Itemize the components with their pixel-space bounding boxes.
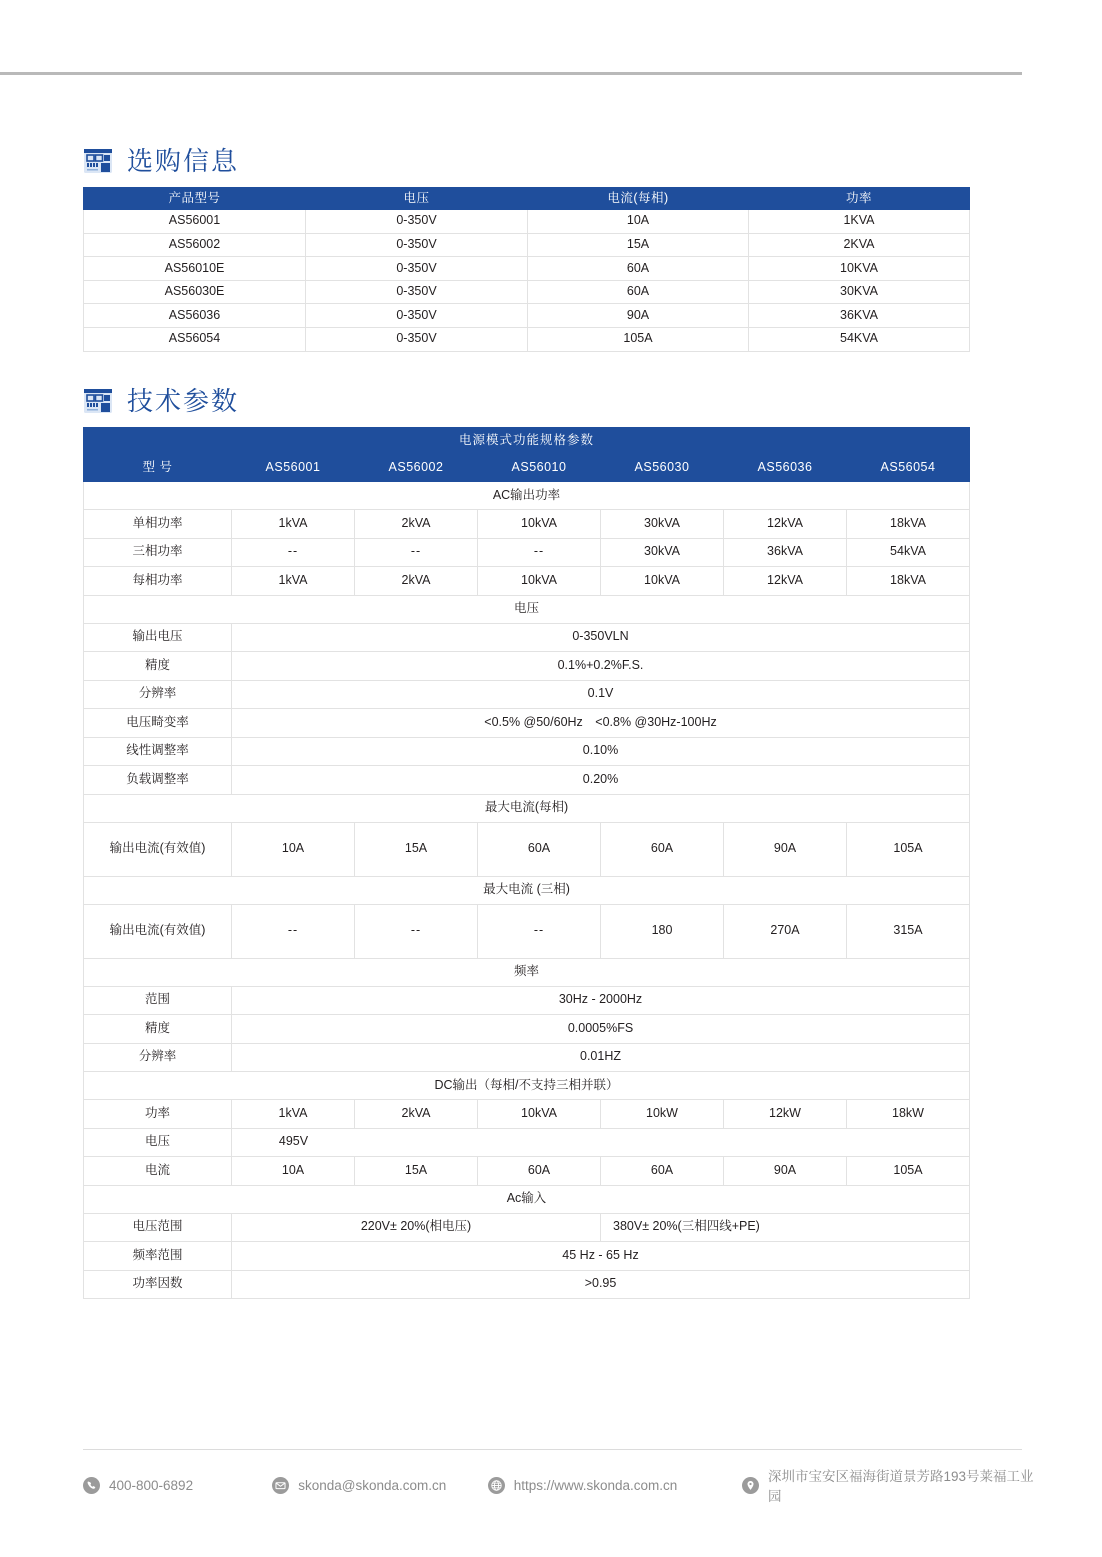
row-label: 负载调整率	[84, 766, 232, 795]
spec-value: 315A	[847, 904, 970, 958]
footer-website[interactable]	[488, 1477, 742, 1494]
cell-current: 60A	[528, 280, 749, 304]
globe-icon	[488, 1477, 505, 1494]
footer-email[interactable]	[272, 1477, 487, 1494]
spec-row	[84, 680, 970, 709]
footer-address	[742, 1465, 1038, 1505]
location-pin-icon	[742, 1477, 759, 1494]
table-row	[84, 257, 970, 281]
spec-value: 2kVA	[355, 567, 478, 596]
spec-value: 10kVA	[601, 567, 724, 596]
spec-row	[84, 766, 970, 795]
spec-row	[84, 709, 970, 738]
spec-value: 0.1V	[232, 680, 970, 709]
row-label: 分辨率	[84, 680, 232, 709]
section-ordering-info	[83, 148, 970, 352]
cell-current: 90A	[528, 304, 749, 328]
row-label: 分辨率	[84, 1043, 232, 1072]
spec-group-header	[84, 876, 970, 904]
spec-row	[84, 822, 970, 876]
row-label: 频率范围	[84, 1242, 232, 1271]
cell-current: 60A	[528, 257, 749, 281]
row-label: 三相功率	[84, 538, 232, 567]
row-label: 电压范围	[84, 1213, 232, 1242]
section-title-ordering: 选购信息	[127, 146, 240, 176]
spec-row	[84, 1100, 970, 1129]
spec-value: 18kVA	[847, 567, 970, 596]
row-label: 输出电流(有效值)	[84, 904, 232, 958]
table-row	[84, 233, 970, 257]
spec-group-header	[84, 1072, 970, 1100]
row-label: 线性调整率	[84, 737, 232, 766]
spec-group-header	[84, 794, 970, 822]
spec-value: 10kW	[601, 1100, 724, 1129]
row-label: 功率	[84, 1100, 232, 1129]
spec-value: 0-350VLN	[232, 623, 970, 652]
spec-row	[84, 904, 970, 958]
spec-value: 60A	[601, 1157, 724, 1186]
cell-voltage: 0-350V	[306, 304, 528, 328]
spec-value: 60A	[601, 822, 724, 876]
spec-value: 10A	[232, 1157, 355, 1186]
section-heading-ordering	[83, 148, 970, 174]
spec-row	[84, 1157, 970, 1186]
footer-phone[interactable]	[83, 1477, 272, 1494]
spec-value: 10kVA	[478, 567, 601, 596]
phone-icon	[83, 1477, 100, 1494]
spec-value-right: 380V± 20%(三相四线+PE)	[601, 1213, 970, 1242]
section-title-specs: 技术参数	[127, 386, 240, 416]
spec-value: 0.10%	[232, 737, 970, 766]
spec-value: 60A	[478, 822, 601, 876]
cell-power: 54KVA	[749, 327, 970, 351]
cell-model: AS56002	[84, 233, 306, 257]
spec-value: 0.20%	[232, 766, 970, 795]
spec-group-header	[84, 595, 970, 623]
cell-voltage: 0-350V	[306, 257, 528, 281]
spec-value: 10kVA	[478, 1100, 601, 1129]
spec-value: 45 Hz - 65 Hz	[232, 1242, 970, 1271]
table-row	[84, 304, 970, 328]
spec-table-title-row	[84, 428, 970, 455]
row-label: 功率因数	[84, 1270, 232, 1299]
spec-value: 0.1%+0.2%F.S.	[232, 652, 970, 681]
spec-value: --	[355, 538, 478, 567]
spec-value: 0.01HZ	[232, 1043, 970, 1072]
spec-row	[84, 538, 970, 567]
group-title-max-current-three-phase: 最大电流 (三相)	[84, 876, 970, 904]
spec-value: --	[232, 538, 355, 567]
group-title-ac-input: Ac输入	[84, 1185, 970, 1213]
cell-model: AS56001	[84, 210, 306, 234]
spec-value: 18kW	[847, 1100, 970, 1129]
cell-model: AS56010E	[84, 257, 306, 281]
cell-power: 1KVA	[749, 210, 970, 234]
spec-value: 54kVA	[847, 538, 970, 567]
footer-divider	[83, 1449, 1022, 1450]
table-row	[84, 327, 970, 351]
spec-value: 1kVA	[232, 1100, 355, 1129]
group-title-max-current-per-phase: 最大电流(每相)	[84, 794, 970, 822]
column-header-voltage: 电压	[306, 188, 528, 210]
footer-email-text: skonda@skonda.com.cn	[298, 1477, 447, 1493]
spec-value: 36kVA	[724, 538, 847, 567]
spec-value: --	[232, 904, 355, 958]
spec-value: 60A	[478, 1157, 601, 1186]
column-header-current: 电流(每相)	[528, 188, 749, 210]
cell-current: 10A	[528, 210, 749, 234]
spec-group-header	[84, 958, 970, 986]
spec-group-header	[84, 482, 970, 510]
page-footer	[83, 1465, 1038, 1505]
spec-value: 90A	[724, 1157, 847, 1186]
spec-value: --	[478, 538, 601, 567]
row-label: 每相功率	[84, 567, 232, 596]
spec-row	[84, 510, 970, 539]
spec-value: 30kVA	[601, 538, 724, 567]
spec-row	[84, 1043, 970, 1072]
column-header-as56030: AS56030	[601, 455, 724, 482]
row-label: 电压	[84, 1128, 232, 1157]
spec-value: 15A	[355, 1157, 478, 1186]
top-divider	[0, 72, 1022, 75]
row-label: 电流	[84, 1157, 232, 1186]
group-title-dc-output: DC输出（每相/不支持三相并联）	[84, 1072, 970, 1100]
column-header-as56001: AS56001	[232, 455, 355, 482]
row-label: 输出电压	[84, 623, 232, 652]
spec-table-title: 电源模式功能规格参数	[84, 428, 970, 455]
section-technical-specs	[83, 388, 970, 1299]
table-header-row	[84, 188, 970, 210]
row-label: 输出电流(有效值)	[84, 822, 232, 876]
cell-power: 2KVA	[749, 233, 970, 257]
spec-value: <0.5% @50/60Hz <0.8% @30Hz-100Hz	[232, 709, 970, 738]
table-row	[84, 210, 970, 234]
cell-power: 30KVA	[749, 280, 970, 304]
group-title-voltage: 电压	[84, 595, 970, 623]
spec-value: --	[478, 904, 601, 958]
mail-icon	[272, 1477, 289, 1494]
spec-value: 30Hz - 2000Hz	[232, 986, 970, 1015]
spec-card-icon	[83, 148, 113, 174]
spec-row	[84, 986, 970, 1015]
cell-current: 105A	[528, 327, 749, 351]
spec-value: 0.0005%FS	[232, 1015, 970, 1044]
spec-value: 12kW	[724, 1100, 847, 1129]
row-label: 精度	[84, 652, 232, 681]
spec-row	[84, 1270, 970, 1299]
column-header-as56054: AS56054	[847, 455, 970, 482]
section-heading-specs	[83, 388, 970, 414]
spec-value: 18kVA	[847, 510, 970, 539]
footer-phone-text: 400-800-6892	[109, 1477, 194, 1493]
spec-row	[84, 652, 970, 681]
column-header-model-label: 型 号	[84, 455, 232, 482]
row-label: 电压畸变率	[84, 709, 232, 738]
spec-row	[84, 1242, 970, 1271]
spec-value: 10kVA	[478, 510, 601, 539]
spec-value: >0.95	[232, 1270, 970, 1299]
dc-voltage-cell	[232, 1128, 970, 1157]
spec-row	[84, 1213, 970, 1242]
group-title-ac-output-power: AC输出功率	[84, 482, 970, 510]
cell-voltage: 0-350V	[306, 280, 528, 304]
spec-row	[84, 623, 970, 652]
row-label: 单相功率	[84, 510, 232, 539]
column-header-as56036: AS56036	[724, 455, 847, 482]
footer-address-text: 深圳市宝安区福海街道景芳路193号莱福工业园	[767, 1469, 1034, 1504]
technical-spec-table	[83, 427, 970, 1299]
cell-model: AS56030E	[84, 280, 306, 304]
column-header-model: 产品型号	[84, 188, 306, 210]
cell-voltage: 0-350V	[306, 210, 528, 234]
cell-voltage: 0-350V	[306, 233, 528, 257]
spec-value: 2kVA	[355, 1100, 478, 1129]
spec-card-icon	[83, 388, 113, 414]
spec-value: 90A	[724, 822, 847, 876]
column-header-as56002: AS56002	[355, 455, 478, 482]
spec-value: 2kVA	[355, 510, 478, 539]
cell-model: AS56054	[84, 327, 306, 351]
footer-website-text: https://www.skonda.com.cn	[513, 1477, 678, 1493]
ordering-info-table	[83, 187, 970, 352]
cell-voltage: 0-350V	[306, 327, 528, 351]
spec-value: 1kVA	[232, 567, 355, 596]
row-label: 精度	[84, 1015, 232, 1044]
cell-current: 15A	[528, 233, 749, 257]
spec-model-header-row	[84, 455, 970, 482]
spec-value: 180	[601, 904, 724, 958]
spec-value: 10A	[232, 822, 355, 876]
spec-value: --	[355, 904, 478, 958]
spec-row	[84, 1015, 970, 1044]
column-header-power: 功率	[749, 188, 970, 210]
cell-power: 10KVA	[749, 257, 970, 281]
table-row	[84, 280, 970, 304]
spec-group-header	[84, 1185, 970, 1213]
row-label: 范围	[84, 986, 232, 1015]
spec-value: 270A	[724, 904, 847, 958]
group-title-frequency: 频率	[84, 958, 970, 986]
spec-value: 495V	[278, 1134, 309, 1149]
spec-row	[84, 1128, 970, 1157]
cell-power: 36KVA	[749, 304, 970, 328]
spec-row	[84, 567, 970, 596]
spec-value: 12kVA	[724, 567, 847, 596]
spec-value: 105A	[847, 1157, 970, 1186]
cell-model: AS56036	[84, 304, 306, 328]
spec-value: 1kVA	[232, 510, 355, 539]
spec-row	[84, 737, 970, 766]
column-header-as56010: AS56010	[478, 455, 601, 482]
spec-value: 30kVA	[601, 510, 724, 539]
spec-value: 105A	[847, 822, 970, 876]
spec-value-left: 220V± 20%(相电压)	[232, 1213, 601, 1242]
spec-value: 15A	[355, 822, 478, 876]
spec-value: 12kVA	[724, 510, 847, 539]
